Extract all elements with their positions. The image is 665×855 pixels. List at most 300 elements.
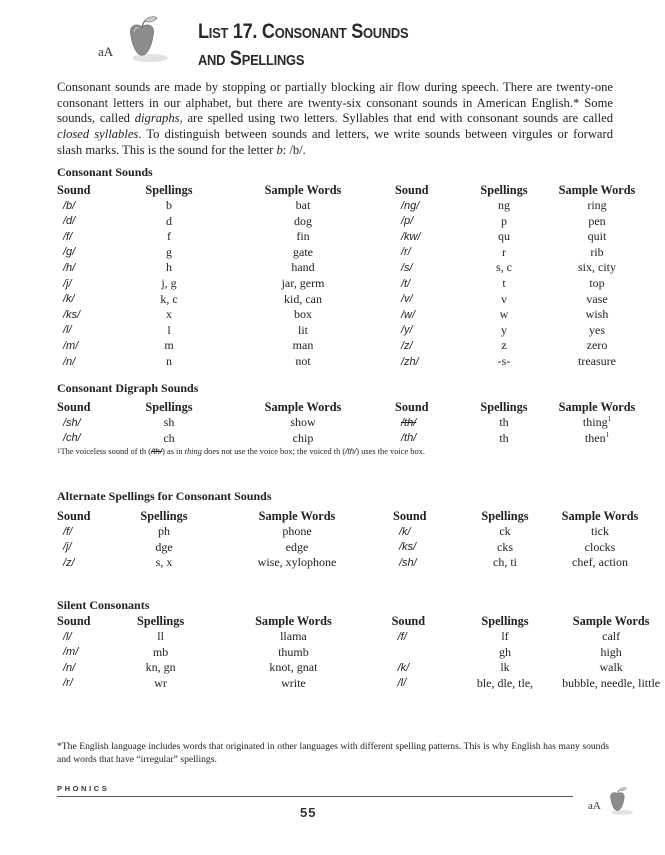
sample-word-text: ring [587, 198, 607, 213]
intro-text: . To distinguish between sounds and letters, we write sounds between virgules or forward slash marks. This is the sound for the letter [57, 127, 613, 157]
cell-spelling [467, 430, 541, 446]
sound-symbol: /l/ [397, 677, 407, 690]
table-row [57, 415, 653, 431]
sound-symbol: /k/ [63, 293, 75, 306]
spelling-text: h [166, 260, 172, 275]
cell-sound [395, 276, 467, 292]
section-title-silent-consonants: Silent Consonants [57, 598, 150, 612]
spelling-text: l [167, 322, 171, 337]
section-title-alternate-spellings: Alternate Spellings for Consonant Sounds [57, 489, 272, 503]
cell-spelling [127, 430, 211, 446]
sound-symbol: /ch/ [63, 432, 81, 445]
footnote-sound: /th/ [150, 447, 163, 456]
spelling-text: qu [498, 229, 510, 244]
spelling-text: th [499, 430, 509, 445]
spelling-text: -s- [497, 354, 511, 369]
column-header-sample-words: Sample Words [558, 400, 636, 414]
cell-sample-word [541, 244, 653, 260]
spelling-text: g [166, 244, 172, 259]
digraph-sounds-table [57, 400, 653, 446]
cell-sound [57, 354, 127, 370]
cell-spelling [453, 644, 558, 660]
spelling-text: m [164, 338, 174, 353]
cell-sound [57, 213, 127, 229]
table-row [57, 555, 653, 571]
table-row [57, 524, 653, 540]
column-header-sample-words: Sample Words [572, 614, 650, 628]
spelling-text: cks [497, 539, 513, 554]
spelling-text: ck [499, 524, 511, 539]
column-header-sound: Sound [395, 183, 429, 197]
spelling-text: ch, ti [493, 555, 517, 570]
sample-word-text: llama [280, 629, 307, 644]
cell-sample-word [541, 415, 653, 431]
sample-word-text: show [290, 415, 316, 430]
table-row [57, 539, 653, 555]
column-header-sample-words: Sample Words [264, 400, 342, 414]
cell-sound [395, 198, 467, 214]
cell-sound [57, 430, 127, 446]
sample-word-text: walk [599, 660, 623, 675]
sound-symbol: /sh/ [63, 416, 81, 429]
cell-sound [393, 539, 463, 555]
cell-spelling [463, 539, 547, 555]
cell-sample-word [211, 322, 395, 338]
table-row [57, 322, 653, 338]
cell-sample-word [557, 644, 665, 660]
cell-spelling [467, 244, 541, 260]
table-row [57, 354, 653, 370]
spelling-text: r [502, 244, 506, 259]
sample-word-text: chef, action [572, 555, 628, 570]
cell-sample-word [201, 524, 393, 540]
cell-sound [57, 307, 127, 323]
sample-word-text: zero [586, 338, 608, 353]
sample-word-text: man [292, 338, 314, 353]
cell-sample-word [211, 307, 395, 323]
sound-symbol: /ks/ [63, 308, 81, 321]
cell-spelling [127, 354, 211, 370]
column-header-spellings: Spellings [481, 614, 529, 628]
sound-symbol: /k/ [397, 661, 410, 674]
cell-spelling [126, 629, 195, 645]
cell-sound [395, 354, 467, 370]
sample-word-text: phone [282, 524, 312, 539]
column-header-spellings: Spellings [481, 509, 529, 523]
cell-sample-word [211, 354, 395, 370]
sample-word-text: write [281, 675, 306, 690]
cell-spelling [453, 660, 558, 676]
intro-paragraph [57, 80, 613, 159]
cell-sound [395, 322, 467, 338]
cell-sample-word [541, 260, 653, 276]
cell-sample-word [541, 291, 653, 307]
cell-sound [395, 307, 467, 323]
cell-sound [392, 629, 453, 645]
sample-word-text: pen [588, 213, 606, 228]
cell-spelling [453, 629, 558, 645]
cell-sample-word [541, 307, 653, 323]
cell-sample-word [541, 430, 653, 446]
alternate-spellings-table [57, 509, 653, 570]
sound-symbol: /z/ [401, 339, 413, 352]
cell-sound [57, 629, 126, 645]
table-row [57, 229, 653, 245]
spelling-text: kn, gn [145, 660, 176, 675]
sound-symbol: /s/ [401, 261, 413, 274]
cell-sample-word [547, 524, 653, 540]
sound-symbol: /m/ [63, 339, 79, 352]
column-header-sound: Sound [393, 509, 427, 523]
sample-word-text: top [589, 276, 605, 291]
footer-apple-logo [588, 786, 648, 816]
cell-sample-word [547, 555, 653, 571]
cell-sound [57, 660, 126, 676]
sound-symbol: /ks/ [399, 541, 417, 554]
cell-spelling [127, 244, 211, 260]
intro-text: : /b/. [282, 142, 306, 157]
cell-sample-word [211, 213, 395, 229]
intro-text: , are spelled using two letters. Syllables that end with consonant sounds are called [179, 111, 613, 126]
cell-sound [57, 198, 127, 214]
cell-sample-word [211, 244, 395, 260]
cell-spelling [467, 276, 541, 292]
table-row [57, 276, 653, 292]
sample-word-text: hand [291, 260, 315, 275]
sound-symbol: /ng/ [401, 199, 420, 212]
spelling-text: t [502, 276, 506, 291]
cell-spelling [127, 307, 211, 323]
cell-sound [395, 244, 467, 260]
cell-spelling [126, 660, 195, 676]
sound-symbol: /y/ [401, 324, 413, 337]
sound-symbol: /n/ [63, 355, 76, 368]
page-footnote: *The English language includes words that originated in other languages with different spelling patterns. This is why English has many sounds and words that have “irregular” spellings. [57, 741, 609, 765]
spelling-text: y [501, 322, 507, 337]
cell-sound [57, 644, 126, 660]
cell-sound [57, 244, 127, 260]
cell-sound [57, 555, 127, 571]
cell-spelling [127, 213, 211, 229]
sample-word-text: quit [587, 229, 607, 244]
spelling-text: d [166, 213, 172, 228]
footnote-emphasis: thing [184, 447, 202, 456]
cell-sound [57, 229, 127, 245]
sample-word-text: clocks [584, 539, 616, 554]
column-header-sound: Sound [57, 400, 91, 414]
sample-word-text: tick [591, 524, 609, 539]
sound-symbol: /t/ [401, 277, 411, 290]
column-header-sound: Sound [57, 509, 91, 523]
cell-spelling [127, 322, 211, 338]
sound-symbol: /b/ [63, 199, 76, 212]
cell-sound [395, 260, 467, 276]
sound-symbol: /f/ [397, 630, 407, 643]
cell-sound [57, 415, 127, 431]
cell-sample-word [201, 539, 393, 555]
spelling-text: ng [498, 198, 510, 213]
column-header-sound: Sound [57, 183, 91, 197]
section-title-consonant-sounds: Consonant Sounds [57, 165, 153, 179]
intro-emphasis: digraphs [134, 111, 180, 126]
cell-spelling [127, 276, 211, 292]
cell-sound [57, 338, 127, 354]
sound-symbol: /l/ [63, 324, 72, 337]
sound-symbol: /sh/ [399, 556, 417, 569]
footnote-ref: 1 [607, 415, 612, 424]
sound-symbol: /zh/ [401, 355, 419, 368]
cell-spelling [127, 291, 211, 307]
intro-emphasis: closed syllables [57, 127, 139, 142]
cell-spelling [127, 229, 211, 245]
sound-symbol: /g/ [63, 246, 76, 259]
spelling-text: j, g [161, 276, 177, 291]
cell-sound [392, 675, 453, 691]
sample-word-text: not [295, 354, 311, 369]
table-header-row [57, 614, 665, 629]
apple-icon [118, 14, 178, 64]
table-row [57, 307, 653, 323]
spelling-text: ll [157, 629, 164, 644]
footer-logo-text: aA [588, 800, 601, 812]
sample-word-text: yes [589, 322, 605, 337]
cell-spelling [126, 644, 195, 660]
column-header-sample-words: Sample Words [264, 183, 342, 197]
column-header-sample-words: Sample Words [561, 509, 639, 523]
sample-word-text: thing [582, 415, 608, 430]
table-row [57, 291, 653, 307]
cell-sample-word [195, 660, 391, 676]
sound-symbol: /j/ [63, 277, 72, 290]
cell-sample-word [211, 229, 395, 245]
sound-symbol: /r/ [401, 246, 411, 259]
sample-word-text: box [294, 307, 312, 322]
spelling-text: z [501, 338, 507, 353]
cell-sound [395, 291, 467, 307]
cell-sound [57, 539, 127, 555]
footnote-text: ) as in [162, 447, 185, 456]
column-header-sound: Sound [57, 614, 91, 628]
sample-word-text: knot, gnat [269, 660, 318, 675]
sample-word-text: high [600, 644, 622, 659]
footer-divider [57, 796, 573, 797]
cell-sound [393, 555, 463, 571]
cell-sound [395, 213, 467, 229]
cell-spelling [127, 415, 211, 431]
cell-spelling [467, 322, 541, 338]
spelling-text: sh [163, 415, 175, 430]
page-number: 55 [300, 805, 317, 820]
sound-symbol: /m/ [63, 646, 79, 659]
sample-word-text: bat [295, 198, 311, 213]
apple-logo [98, 14, 178, 66]
cell-sample-word [541, 338, 653, 354]
intro-emphasis: b [276, 142, 283, 157]
sample-word-text: wise, xylophone [257, 555, 337, 570]
footnote-ref: 1 [605, 430, 610, 439]
section-title-digraph-sounds: Consonant Digraph Sounds [57, 381, 199, 395]
spelling-text: th [499, 415, 509, 430]
column-header-sample-words: Sample Words [558, 183, 636, 197]
cell-spelling [127, 260, 211, 276]
cell-sound [395, 430, 467, 446]
cell-sample-word [541, 276, 653, 292]
sample-word-text: treasure [578, 354, 616, 369]
cell-spelling [127, 524, 201, 540]
spelling-text: f [167, 229, 171, 244]
cell-sample-word [557, 629, 665, 645]
cell-sample-word [541, 213, 653, 229]
cell-sound [57, 524, 127, 540]
column-header-sound: Sound [395, 400, 429, 414]
column-header-sample-words: Sample Words [258, 509, 336, 523]
cell-sound [393, 524, 463, 540]
cell-spelling [467, 415, 541, 431]
cell-sound [395, 415, 467, 431]
column-header-spellings: Spellings [145, 183, 193, 197]
footnote-text: The voiceless sound of th ( [60, 447, 151, 456]
cell-spelling [467, 229, 541, 245]
sound-symbol: /th/ [401, 432, 417, 445]
sample-word-text: kid, can [284, 291, 322, 306]
apple-icon [601, 786, 641, 816]
table-header-row [57, 509, 653, 524]
cell-sound [392, 644, 453, 660]
logo-text: aA [98, 44, 114, 59]
cell-sound [57, 260, 127, 276]
table-row [57, 338, 653, 354]
column-header-spellings: Spellings [136, 614, 185, 628]
cell-sound [57, 276, 127, 292]
sound-symbol: /v/ [401, 293, 413, 306]
cell-spelling [453, 675, 558, 691]
sample-word-text: then [584, 430, 606, 445]
spelling-text: wr [154, 675, 167, 690]
table-row [57, 198, 653, 214]
table-header-row [57, 183, 653, 198]
spelling-text: b [166, 198, 172, 213]
sound-symbol [392, 646, 398, 658]
cell-spelling [127, 338, 211, 354]
footnote-mark: 1 [57, 447, 61, 455]
sound-symbol: /f/ [63, 525, 73, 538]
spelling-text: ch [163, 430, 175, 445]
table-row [57, 244, 653, 260]
cell-spelling [127, 198, 211, 214]
spelling-text: ble, dle, tle, [476, 675, 534, 690]
intro-text: Consonant sounds are made by stopping or partially blocking air flow during speech. There are twenty-one consonant letters in our alphabet, but there are twenty-six consonant sounds in American English.* Some sounds, called [57, 80, 613, 126]
cell-sample-word [541, 198, 653, 214]
cell-sample-word [195, 629, 391, 645]
cell-sample-word [547, 539, 653, 555]
cell-sample-word [211, 430, 395, 446]
spelling-text: w [499, 307, 509, 322]
cell-sample-word [195, 675, 391, 691]
sample-word-text: chip [292, 430, 314, 445]
footnote-text: does not use the voice box; the voiced th ( [201, 447, 346, 456]
sound-symbol: /d/ [63, 215, 76, 228]
spelling-text: x [166, 307, 172, 322]
sound-symbol: /l/ [63, 630, 72, 643]
footer-label: PHONICS [57, 784, 110, 793]
sound-symbol: /k/ [399, 525, 411, 538]
column-header-sample-words: Sample Words [255, 614, 332, 628]
column-header-spellings: Spellings [480, 400, 528, 414]
table-row [57, 260, 653, 276]
table-row [57, 430, 653, 446]
cell-sample-word [557, 660, 665, 676]
cell-spelling [467, 213, 541, 229]
spelling-text: lf [501, 629, 509, 644]
cell-sound [57, 675, 126, 691]
cell-spelling [126, 675, 195, 691]
spelling-text: p [501, 213, 507, 228]
consonant-sounds-table [57, 183, 653, 369]
sample-word-text: lit [297, 322, 308, 337]
sound-symbol: /w/ [401, 308, 416, 321]
sound-symbol: /th/ [401, 416, 417, 429]
spelling-text: v [501, 291, 507, 306]
digraph-footnote [57, 447, 425, 456]
sample-word-text: bubble, needle, little [562, 675, 661, 690]
sample-word-text: fin [296, 229, 310, 244]
cell-spelling [467, 260, 541, 276]
cell-spelling [463, 555, 547, 571]
sound-symbol: /n/ [63, 661, 76, 674]
sample-word-text: wish [585, 307, 609, 322]
cell-sound [395, 229, 467, 245]
sample-word-text: thumb [278, 644, 309, 659]
cell-sample-word [211, 338, 395, 354]
title-line-1: List 17. Consonant Sounds [198, 20, 409, 43]
cell-spelling [463, 524, 547, 540]
table-row [57, 629, 665, 645]
spelling-text: lk [500, 660, 510, 675]
column-header-sound: Sound [391, 614, 426, 628]
sound-symbol: /r/ [63, 677, 73, 690]
sound-symbol: /kw/ [401, 230, 421, 243]
cell-spelling [127, 555, 201, 571]
cell-sound [57, 291, 127, 307]
spelling-text: s, x [155, 555, 173, 570]
footnote-sound: /th/ [345, 447, 357, 456]
cell-sample-word [211, 276, 395, 292]
title-line-2: and Spellings [198, 47, 305, 70]
sample-word-text: gate [293, 244, 313, 259]
spelling-text: mb [152, 644, 169, 659]
cell-spelling [467, 307, 541, 323]
table-row [57, 213, 653, 229]
cell-sample-word [211, 415, 395, 431]
footnote-text: ) uses the voice box. [356, 447, 425, 456]
cell-spelling [127, 539, 201, 555]
cell-spelling [467, 354, 541, 370]
spelling-text: gh [499, 644, 511, 659]
spelling-text: s, c [496, 260, 512, 275]
cell-spelling [467, 198, 541, 214]
cell-sample-word [211, 260, 395, 276]
sample-word-text: edge [285, 539, 309, 554]
spelling-text: n [166, 354, 172, 369]
table-row [57, 644, 665, 660]
cell-spelling [467, 291, 541, 307]
cell-sound [57, 322, 127, 338]
sample-word-text: vase [586, 291, 608, 306]
cell-sample-word [541, 354, 653, 370]
sample-word-text: rib [590, 244, 604, 259]
column-header-spellings: Spellings [480, 183, 528, 197]
cell-sound [395, 338, 467, 354]
